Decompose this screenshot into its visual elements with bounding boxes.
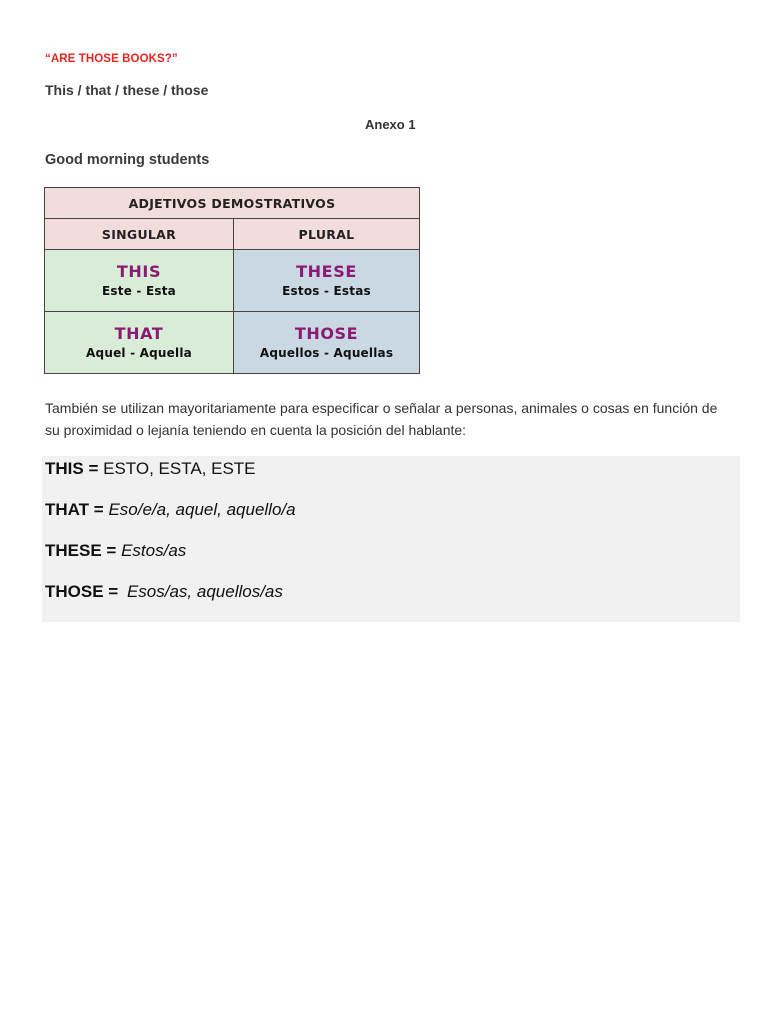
- definition-that: [45, 500, 296, 520]
- word-this: THIS: [116, 261, 162, 281]
- cell-those: [234, 312, 420, 374]
- word-these: THESE: [296, 261, 357, 281]
- value-these: Estos/as: [121, 541, 187, 560]
- value-that: Eso/e/a, aquel, aquello/a: [108, 500, 296, 519]
- column-singular: SINGULAR: [45, 219, 234, 250]
- subtitle: This / that / these / those: [45, 82, 209, 98]
- word-those: THOSE: [294, 323, 359, 343]
- cell-that: [45, 312, 234, 374]
- word-that: THAT: [114, 323, 164, 343]
- document-title: “ARE THOSE BOOKS?”: [45, 53, 178, 65]
- definition-these: [45, 541, 186, 561]
- translation-that: Aquel - Aquella: [86, 345, 192, 360]
- translation-this: Este - Esta: [102, 283, 176, 298]
- demonstratives-table: [44, 187, 420, 374]
- term-that: THAT =: [45, 500, 104, 519]
- cell-these: [234, 250, 420, 312]
- term-this: THIS =: [45, 459, 99, 478]
- greeting: Good morning students: [45, 152, 210, 168]
- value-those: Esos/as, aquellos/as: [126, 582, 283, 601]
- definition-this: [45, 459, 256, 479]
- term-these: THESE =: [45, 541, 117, 560]
- description-paragraph: También se utilizan mayoritariamente para especificar o señalar a personas, animales o cosas en función de su proximidad o lejanía teniendo en cuenta la posición del hablante:: [45, 400, 718, 438]
- term-those: THOSE =: [45, 582, 119, 601]
- table-header: ADJETIVOS DEMOSTRATIVOS: [45, 188, 420, 219]
- definition-those: [45, 582, 283, 602]
- translation-these: Estos - Estas: [282, 283, 371, 298]
- cell-this: [45, 250, 234, 312]
- value-this: ESTO, ESTA, ESTE: [103, 459, 256, 478]
- translation-those: Aquellos - Aquellas: [259, 345, 394, 360]
- definitions-box: [42, 456, 740, 622]
- column-plural: PLURAL: [234, 219, 420, 250]
- annex-label: Anexo 1: [365, 117, 416, 132]
